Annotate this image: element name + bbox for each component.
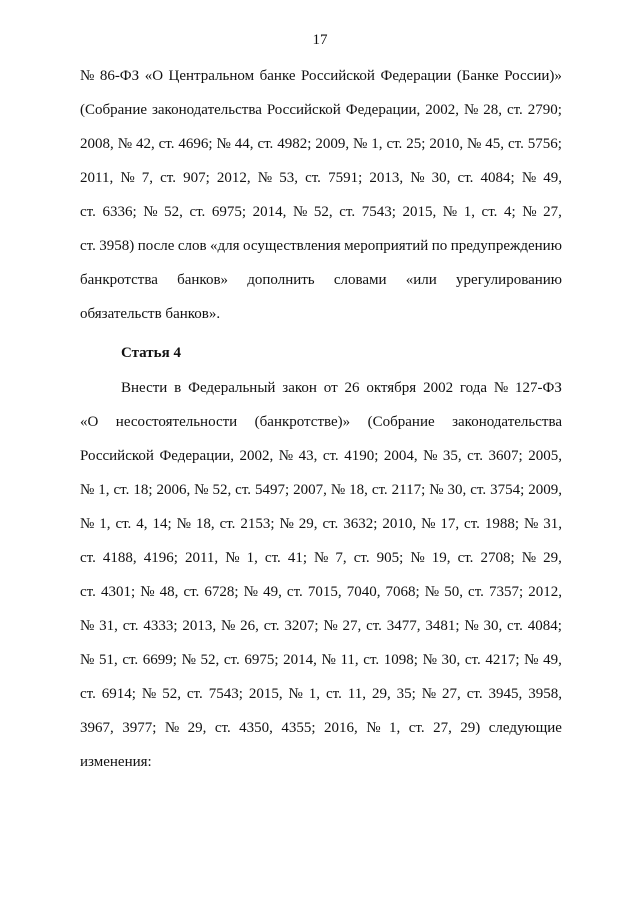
text-word: октября	[366, 380, 417, 396]
text-word: 1098;	[383, 652, 418, 668]
text-word: Внести	[121, 380, 168, 396]
text-word: 31,	[543, 516, 562, 532]
text-word: 2708;	[480, 550, 515, 566]
text-word: ст.	[80, 686, 96, 702]
text-word: №	[463, 102, 479, 118]
text-word: №	[323, 618, 338, 634]
text-word: 51,	[98, 652, 118, 668]
text-word: ст.	[80, 584, 96, 600]
text-word: 27,	[543, 204, 562, 220]
text-word: ст.	[325, 686, 342, 702]
text-line	[80, 684, 562, 718]
text-word: 2012,	[528, 584, 562, 600]
text-word: Федерации,	[345, 102, 421, 118]
text-word: Центральном	[168, 68, 255, 84]
text-word: 18,	[195, 516, 215, 532]
text-word: 2004,	[383, 448, 418, 464]
text-line	[80, 168, 562, 202]
text-line	[80, 378, 562, 412]
text-word: ст.	[115, 516, 132, 532]
text-word: ст.	[183, 584, 200, 600]
text-word: 2002,	[239, 448, 274, 464]
text-word: 19,	[431, 550, 451, 566]
text-word: №	[140, 584, 155, 600]
text-word: 52,	[200, 652, 220, 668]
text-line	[80, 650, 562, 684]
text-word: ст.	[305, 170, 321, 186]
text-word: ст.	[286, 584, 303, 600]
text-word: ст.	[186, 686, 203, 702]
text-word: №	[429, 482, 444, 498]
text-word: ст.	[223, 652, 240, 668]
text-word: 27,	[342, 618, 362, 634]
text-word: 2016,	[324, 720, 358, 736]
text-word: 3754;	[490, 482, 525, 498]
text-word: 3477,	[386, 618, 421, 634]
text-word: №	[321, 652, 336, 668]
text-word: 4355;	[281, 720, 316, 736]
text-word: 3958)	[99, 238, 135, 254]
text-word: «О	[80, 414, 99, 430]
text-word: в	[174, 380, 182, 396]
text-word: №	[257, 170, 273, 186]
text-word: 52,	[164, 204, 183, 220]
text-word: 6975;	[211, 204, 247, 220]
text-word: России)»	[504, 68, 562, 84]
text-word: 3607;	[488, 448, 523, 464]
text-word: словами	[333, 272, 387, 288]
text-word: №	[410, 170, 425, 186]
text-word: 2790;	[527, 102, 562, 118]
text-word: 3632;	[343, 516, 378, 532]
text-word: 7040,	[346, 584, 381, 600]
text-line: обязательств банков».	[80, 306, 221, 322]
text-word: (Собрание	[80, 102, 148, 118]
text-word: ст.	[257, 136, 274, 152]
text-word: №	[521, 550, 537, 566]
text-line	[80, 514, 562, 548]
text-word: 6914;	[101, 686, 136, 702]
text-word: 3967,	[80, 720, 114, 736]
text-word: 30,	[447, 482, 467, 498]
text-word: 2117;	[391, 482, 426, 498]
text-word: 4333;	[143, 618, 178, 634]
text-word: 2013,	[182, 618, 217, 634]
text-word: 52,	[212, 482, 232, 498]
text-line	[80, 446, 562, 480]
text-word: №	[143, 204, 158, 220]
text-word: 42,	[135, 136, 155, 152]
text-word: 6728;	[204, 584, 239, 600]
text-word: 3958,	[528, 686, 562, 702]
text-word: №	[279, 516, 294, 532]
text-word: 1,	[308, 686, 321, 702]
text-word: 1,	[463, 204, 475, 220]
text-word: 52,	[313, 204, 333, 220]
text-line	[80, 236, 562, 270]
text-word: 1988;	[484, 516, 520, 532]
text-word: 35,	[442, 448, 462, 464]
text-word: 1,	[99, 516, 111, 532]
text-word: №	[366, 720, 381, 736]
text-word: 2153;	[240, 516, 275, 532]
text-word: 45,	[485, 136, 505, 152]
text-line	[80, 202, 562, 236]
text-word: 2010,	[429, 136, 464, 152]
text-word: 7,	[141, 170, 154, 186]
text-word: №	[314, 550, 329, 566]
text-word: (банкротстве)»	[254, 414, 351, 430]
text-word: 30,	[483, 618, 503, 634]
text-word: 4084;	[480, 170, 515, 186]
text-word: ст.	[264, 550, 281, 566]
text-word: ст.	[386, 136, 403, 152]
text-word: №	[120, 170, 135, 186]
text-word: 5497;	[254, 482, 290, 498]
text-word: №	[80, 68, 95, 84]
text-word: ст.	[322, 448, 339, 464]
text-word: ст.	[408, 720, 425, 736]
text-word: 29,	[371, 686, 391, 702]
text-word: 2006,	[156, 482, 191, 498]
text-word: 6699;	[142, 652, 177, 668]
text-word: 2002,	[425, 102, 460, 118]
text-word: 2011,	[80, 170, 114, 186]
text-word: №	[181, 652, 196, 668]
text-word: №	[293, 204, 308, 220]
text-word: ст.	[366, 618, 382, 634]
text-word: 127-ФЗ	[515, 380, 562, 396]
text-word: 53,	[279, 170, 298, 186]
text-word: №	[216, 136, 231, 152]
text-word: после	[137, 238, 175, 254]
text-word: ст.	[481, 204, 498, 220]
text-word: 7,	[335, 550, 347, 566]
text-word: Российской	[80, 448, 154, 464]
text-word: №	[421, 516, 436, 532]
text-word: 7068;	[385, 584, 420, 600]
text-word: 44,	[234, 136, 254, 152]
text-word: 41;	[287, 550, 307, 566]
text-word: 86-ФЗ	[99, 68, 140, 84]
text-word: 2015,	[402, 204, 437, 220]
text-word: №	[164, 720, 180, 736]
text-line: изменения:	[80, 754, 152, 770]
text-word: №	[464, 618, 479, 634]
text-word: ст.	[214, 720, 231, 736]
text-word: мероприятий	[344, 238, 429, 254]
text-word: года	[459, 380, 488, 396]
text-word: 7015,	[307, 584, 342, 600]
text-word: 6975;	[244, 652, 279, 668]
text-word: 2013,	[369, 170, 404, 186]
text-line	[80, 270, 562, 304]
text-word: 2009,	[315, 136, 350, 152]
text-word: 4,	[136, 516, 148, 532]
text-word: 2008,	[80, 136, 114, 152]
text-word: 30,	[431, 170, 451, 186]
text-word: 4982;	[277, 136, 312, 152]
text-word: 43,	[298, 448, 318, 464]
text-word: ст.	[339, 204, 356, 220]
text-word: №	[220, 618, 236, 634]
text-word: 6336;	[102, 204, 137, 220]
text-word: 3977;	[122, 720, 157, 736]
text-word: №	[353, 136, 368, 152]
text-line	[80, 718, 562, 752]
text-word: Федерации,	[159, 448, 235, 464]
text-word: ст.	[464, 652, 481, 668]
text-word: №	[424, 584, 440, 600]
text-word: 4696;	[178, 136, 213, 152]
text-word: 905;	[376, 550, 404, 566]
text-word: ст.	[353, 550, 370, 566]
text-word: 4350,	[239, 720, 273, 736]
text-word: 7543;	[208, 686, 243, 702]
text-word: 2007,	[293, 482, 327, 498]
text-word: 49,	[543, 652, 562, 668]
text-word: 27,	[433, 720, 452, 736]
text-word: 11,	[340, 652, 359, 668]
text-word: №	[80, 482, 95, 498]
text-line	[80, 582, 562, 616]
text-word: 3945,	[488, 686, 523, 702]
text-word: по	[431, 238, 448, 254]
text-word: ст.	[457, 550, 474, 566]
text-word: (Банке	[456, 68, 499, 84]
text-word: Российской	[266, 102, 341, 118]
text-word: ст.	[235, 482, 252, 498]
text-word: 29)	[460, 720, 481, 736]
text-word: дополнить	[247, 272, 315, 288]
text-word: ст.	[371, 482, 388, 498]
text-word: ст.	[507, 136, 524, 152]
text-word: 52,	[162, 686, 181, 702]
text-word: законодательства	[151, 102, 262, 118]
text-word: 29,	[543, 550, 562, 566]
text-word: №	[80, 652, 95, 668]
text-word: №	[141, 686, 157, 702]
text-word: ст.	[457, 170, 474, 186]
text-word: 907;	[183, 170, 210, 186]
text-word: ст.	[189, 204, 206, 220]
text-word: 18,	[349, 482, 368, 498]
text-word: банков»	[177, 272, 229, 288]
text-word: 1,	[246, 550, 258, 566]
text-word: 11,	[347, 686, 366, 702]
text-word: №	[176, 516, 191, 532]
text-word: 50,	[444, 584, 463, 600]
text-word: от	[323, 380, 338, 396]
text-word: ст.	[80, 238, 96, 254]
text-word: ст.	[122, 618, 139, 634]
paragraph-amendment-bankruptcy-law	[80, 378, 562, 786]
text-word: 25;	[406, 136, 426, 152]
text-line	[80, 480, 562, 514]
text-word: банкротства	[80, 272, 158, 288]
text-word: 28,	[483, 102, 502, 118]
text-word: 2015,	[248, 686, 283, 702]
text-word: несостоятельности	[115, 414, 238, 430]
text-word: «О	[144, 68, 164, 84]
text-word: 48,	[159, 584, 179, 600]
text-word: ст.	[113, 482, 130, 498]
text-word: №	[330, 482, 346, 498]
text-word: №	[194, 482, 209, 498]
text-word: ст.	[467, 448, 484, 464]
page-number: 17	[312, 32, 328, 48]
text-word: №	[410, 550, 425, 566]
text-word: 2005,	[528, 448, 562, 464]
text-word: №	[80, 516, 95, 532]
text-line	[80, 100, 562, 134]
text-word: 1,	[389, 720, 401, 736]
text-word: №	[278, 448, 294, 464]
text-word: №	[421, 686, 437, 702]
text-word: №	[225, 550, 240, 566]
text-word: 4196;	[143, 550, 178, 566]
text-line	[80, 548, 562, 582]
text-word: ст.	[219, 516, 236, 532]
paragraph-amendment-bank-law	[80, 66, 562, 338]
text-word: (Собрание	[367, 414, 435, 430]
text-word: 2009,	[528, 482, 562, 498]
text-word: 2014,	[283, 652, 317, 668]
text-word: №	[523, 516, 539, 532]
text-word: ст.	[158, 136, 175, 152]
text-word: 4190;	[344, 448, 379, 464]
text-word: 35;	[396, 686, 416, 702]
text-word: 4;	[503, 204, 516, 220]
text-word: 31,	[99, 618, 118, 634]
text-word: банке	[259, 68, 296, 84]
text-word: «или	[405, 272, 437, 288]
text-word: 26,	[240, 618, 259, 634]
text-line	[80, 66, 562, 100]
text-word: 1,	[98, 482, 110, 498]
text-word: 4217;	[485, 652, 520, 668]
text-word: ст.	[363, 652, 380, 668]
text-word: 5756;	[527, 136, 562, 152]
text-word: ст.	[80, 550, 96, 566]
text-word: №	[467, 136, 482, 152]
text-word: Федеральный	[188, 380, 276, 396]
text-word: ст.	[464, 516, 480, 532]
text-line	[80, 616, 562, 650]
text-word: следующие	[488, 720, 562, 736]
text-word: ст.	[80, 204, 96, 220]
text-word: 27,	[442, 686, 461, 702]
article-heading-block	[80, 343, 562, 377]
text-word: осуществления	[243, 238, 341, 254]
text-word: 2002	[423, 380, 454, 396]
text-word: ст.	[122, 652, 139, 668]
text-word: 3207;	[284, 618, 319, 634]
text-word: 4188,	[102, 550, 137, 566]
article-heading: Статья 4	[121, 345, 181, 361]
text-word: №	[522, 204, 537, 220]
text-word: 2010,	[382, 516, 417, 532]
text-word: №	[117, 136, 132, 152]
text-word: 7543;	[361, 204, 396, 220]
text-word: 2014,	[252, 204, 287, 220]
text-word: №	[243, 584, 258, 600]
text-word: слов	[177, 238, 207, 254]
text-word: №	[442, 204, 458, 220]
text-word: Российской	[301, 68, 375, 84]
text-word: №	[524, 652, 539, 668]
text-word: 7357;	[488, 584, 524, 600]
text-word: №	[423, 448, 438, 464]
text-word: ст.	[506, 102, 523, 118]
text-word: урегулированию	[456, 272, 562, 288]
text-word: 49,	[263, 584, 282, 600]
text-word: 29,	[298, 516, 318, 532]
text-word: 3481;	[425, 618, 460, 634]
text-word: 4084;	[527, 618, 562, 634]
text-word: №	[80, 618, 95, 634]
text-word: «для	[210, 238, 240, 254]
text-word: ст.	[507, 618, 523, 634]
text-word: 4301;	[100, 584, 136, 600]
text-word: 2012,	[216, 170, 251, 186]
text-word: 30,	[441, 652, 461, 668]
text-word: 17,	[440, 516, 460, 532]
text-word: предупреждению	[450, 238, 562, 254]
text-word: 26	[344, 380, 360, 396]
text-word: 2011,	[184, 550, 219, 566]
text-word: ст.	[468, 584, 484, 600]
text-word: ст.	[160, 170, 176, 186]
text-word: ст.	[470, 482, 487, 498]
text-line	[80, 412, 562, 446]
text-word: 1,	[371, 136, 383, 152]
text-word: Федерации	[380, 68, 452, 84]
text-word: №	[493, 380, 509, 396]
text-word: 49,	[543, 170, 562, 186]
text-word: ст.	[263, 618, 280, 634]
text-word: 29,	[187, 720, 207, 736]
text-word: 18;	[133, 482, 153, 498]
text-word: 14;	[152, 516, 172, 532]
text-word: 7591;	[328, 170, 363, 186]
text-word: №	[521, 170, 537, 186]
text-word: ст.	[466, 686, 483, 702]
text-word: №	[422, 652, 437, 668]
text-word: закон	[282, 380, 317, 396]
text-line	[80, 134, 562, 168]
text-word: ст.	[322, 516, 339, 532]
text-word: законодательства	[452, 414, 562, 430]
text-word: №	[288, 686, 303, 702]
